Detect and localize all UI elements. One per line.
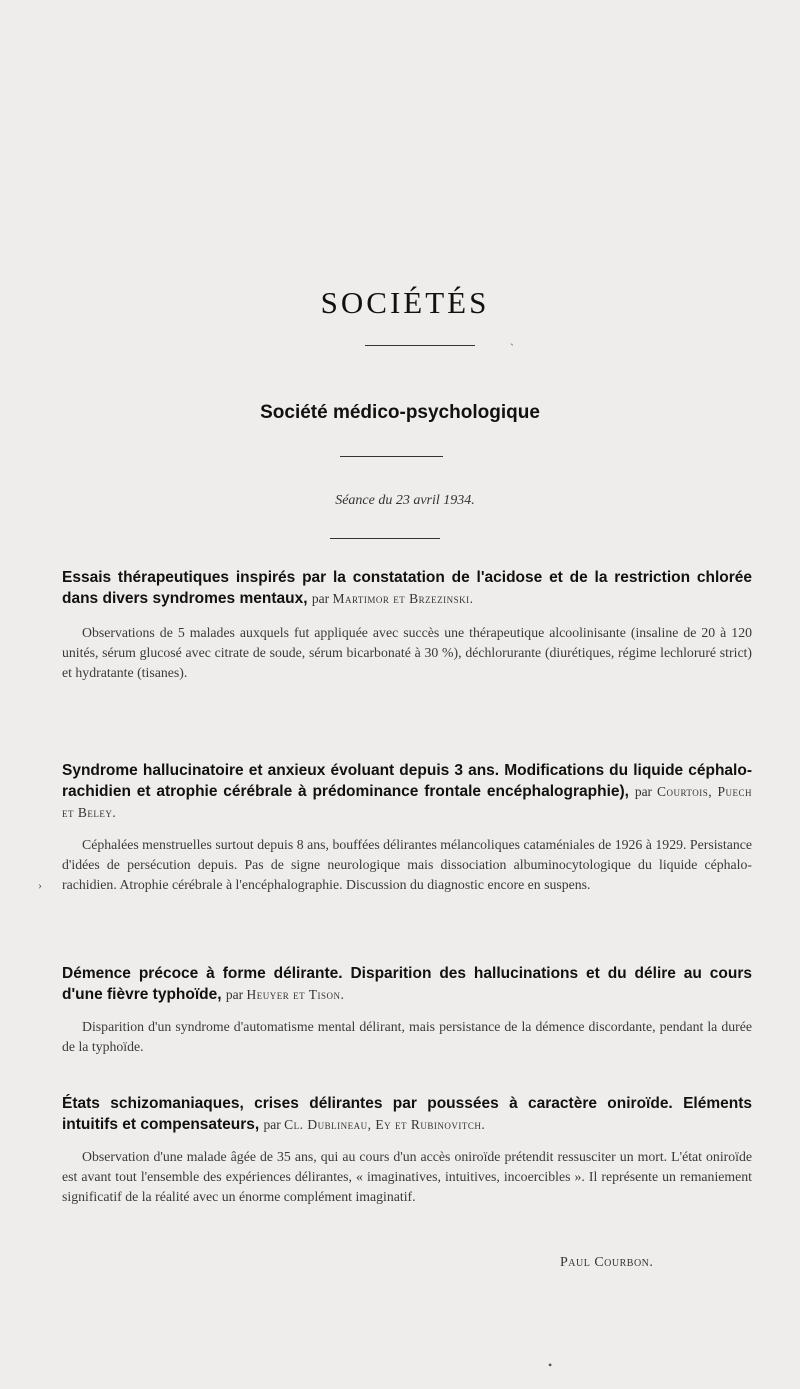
entry-heading: [62, 760, 752, 823]
section-title: SOCIÉTÉS: [320, 285, 490, 320]
authors-prefix: par: [225, 987, 244, 1002]
entry-2: [62, 760, 752, 895]
entry-heading: [62, 963, 752, 1005]
signature: Paul Courbon.: [560, 1255, 654, 1270]
entry-body: Observations de 5 malades auxquels fut appliquée avec succès une thérapeutique alcoolinisante (insaline de 20 à 120 unités, sérum glucosé avec citrate de soude, sérum bicarbonaté à 30 %), déchlorurante (diurétiques, régime lechloruré strict) et hydratante (tisanes).: [62, 625, 752, 680]
entry-3: [62, 963, 752, 1057]
entry-body: Observation d'une malade âgée de 35 ans, qui au cours d'un accès oniroïde prétendit ressusciter un mort. L'état oniroïde est avant tout l'ensemble des expériences délirantes, « imaginatives, intuitives, incoercibles ». Il représente un remaniement significatif de la réalité avec un énorme complément imaginatif.: [62, 1149, 752, 1204]
entry-1: [62, 567, 752, 683]
authors-prefix: par: [634, 784, 653, 799]
entry-4: [62, 1093, 752, 1207]
entry-body: Céphalées menstruelles surtout depuis 8 ans, bouffées délirantes mélancoliques cataméniales de 1926 à 1929. Persistance d'idées de persécution depuis. Pas de signe neurologique mais dissociation albuminocytologique du liquide céphalo-rachidien. Atrophie cérébrale à l'encéphalographie. Discussion du diagnostic encore en suspens.: [62, 837, 752, 892]
entry-title: Syndrome hallucinatoire et anxieux évoluant depuis 3 ans. Modifications du liquide céphalo-rachidien et atrophie cérébrale à prédominance frontale encéphalographie),: [62, 762, 752, 800]
entry-body: Disparition d'un syndrome d'automatisme mental délirant, mais persistance de la démence discordante, pendant la durée de la typhoïde.: [62, 1019, 752, 1054]
margin-mark: ›: [38, 878, 42, 892]
entry-authors: [264, 1117, 486, 1132]
society-divider: [340, 456, 443, 457]
entry-heading: [62, 1093, 752, 1135]
entry-authors: [312, 591, 474, 606]
society-name: Société médico-psychologique: [260, 402, 540, 423]
entry-heading: [62, 567, 752, 609]
authors-names: Courtois, Puech et Beley.: [62, 784, 753, 820]
authors-names: Heuyer et Tison.: [246, 987, 345, 1002]
session-date: Séance du 23 avril 1934.: [335, 493, 475, 508]
page-dot: •: [548, 1358, 553, 1372]
entry-title: Démence précoce à forme délirante. Disparition des hallucinations et du délire au cours d'une fièvre typhoïde,: [62, 965, 752, 1003]
entry-authors: [226, 987, 345, 1002]
session-divider: [330, 538, 440, 539]
authors-prefix: par: [311, 591, 330, 606]
divider-mark: ˋ: [510, 341, 514, 355]
authors-prefix: par: [263, 1117, 281, 1132]
entry-title: États schizomaniaques, crises délirantes par poussées à caractère oniroïde. Eléments intuitifs et compensateurs,: [62, 1095, 752, 1133]
authors-names: Cl. Dublineau, Ey et Rubinovitch.: [284, 1117, 486, 1132]
entry-title: Essais thérapeutiques inspirés par la constatation de l'acidose et de la restriction chlorée dans divers syndromes mentaux,: [62, 569, 752, 607]
title-divider: [365, 345, 475, 346]
authors-names: Martimor et Brzezinski.: [332, 591, 474, 606]
